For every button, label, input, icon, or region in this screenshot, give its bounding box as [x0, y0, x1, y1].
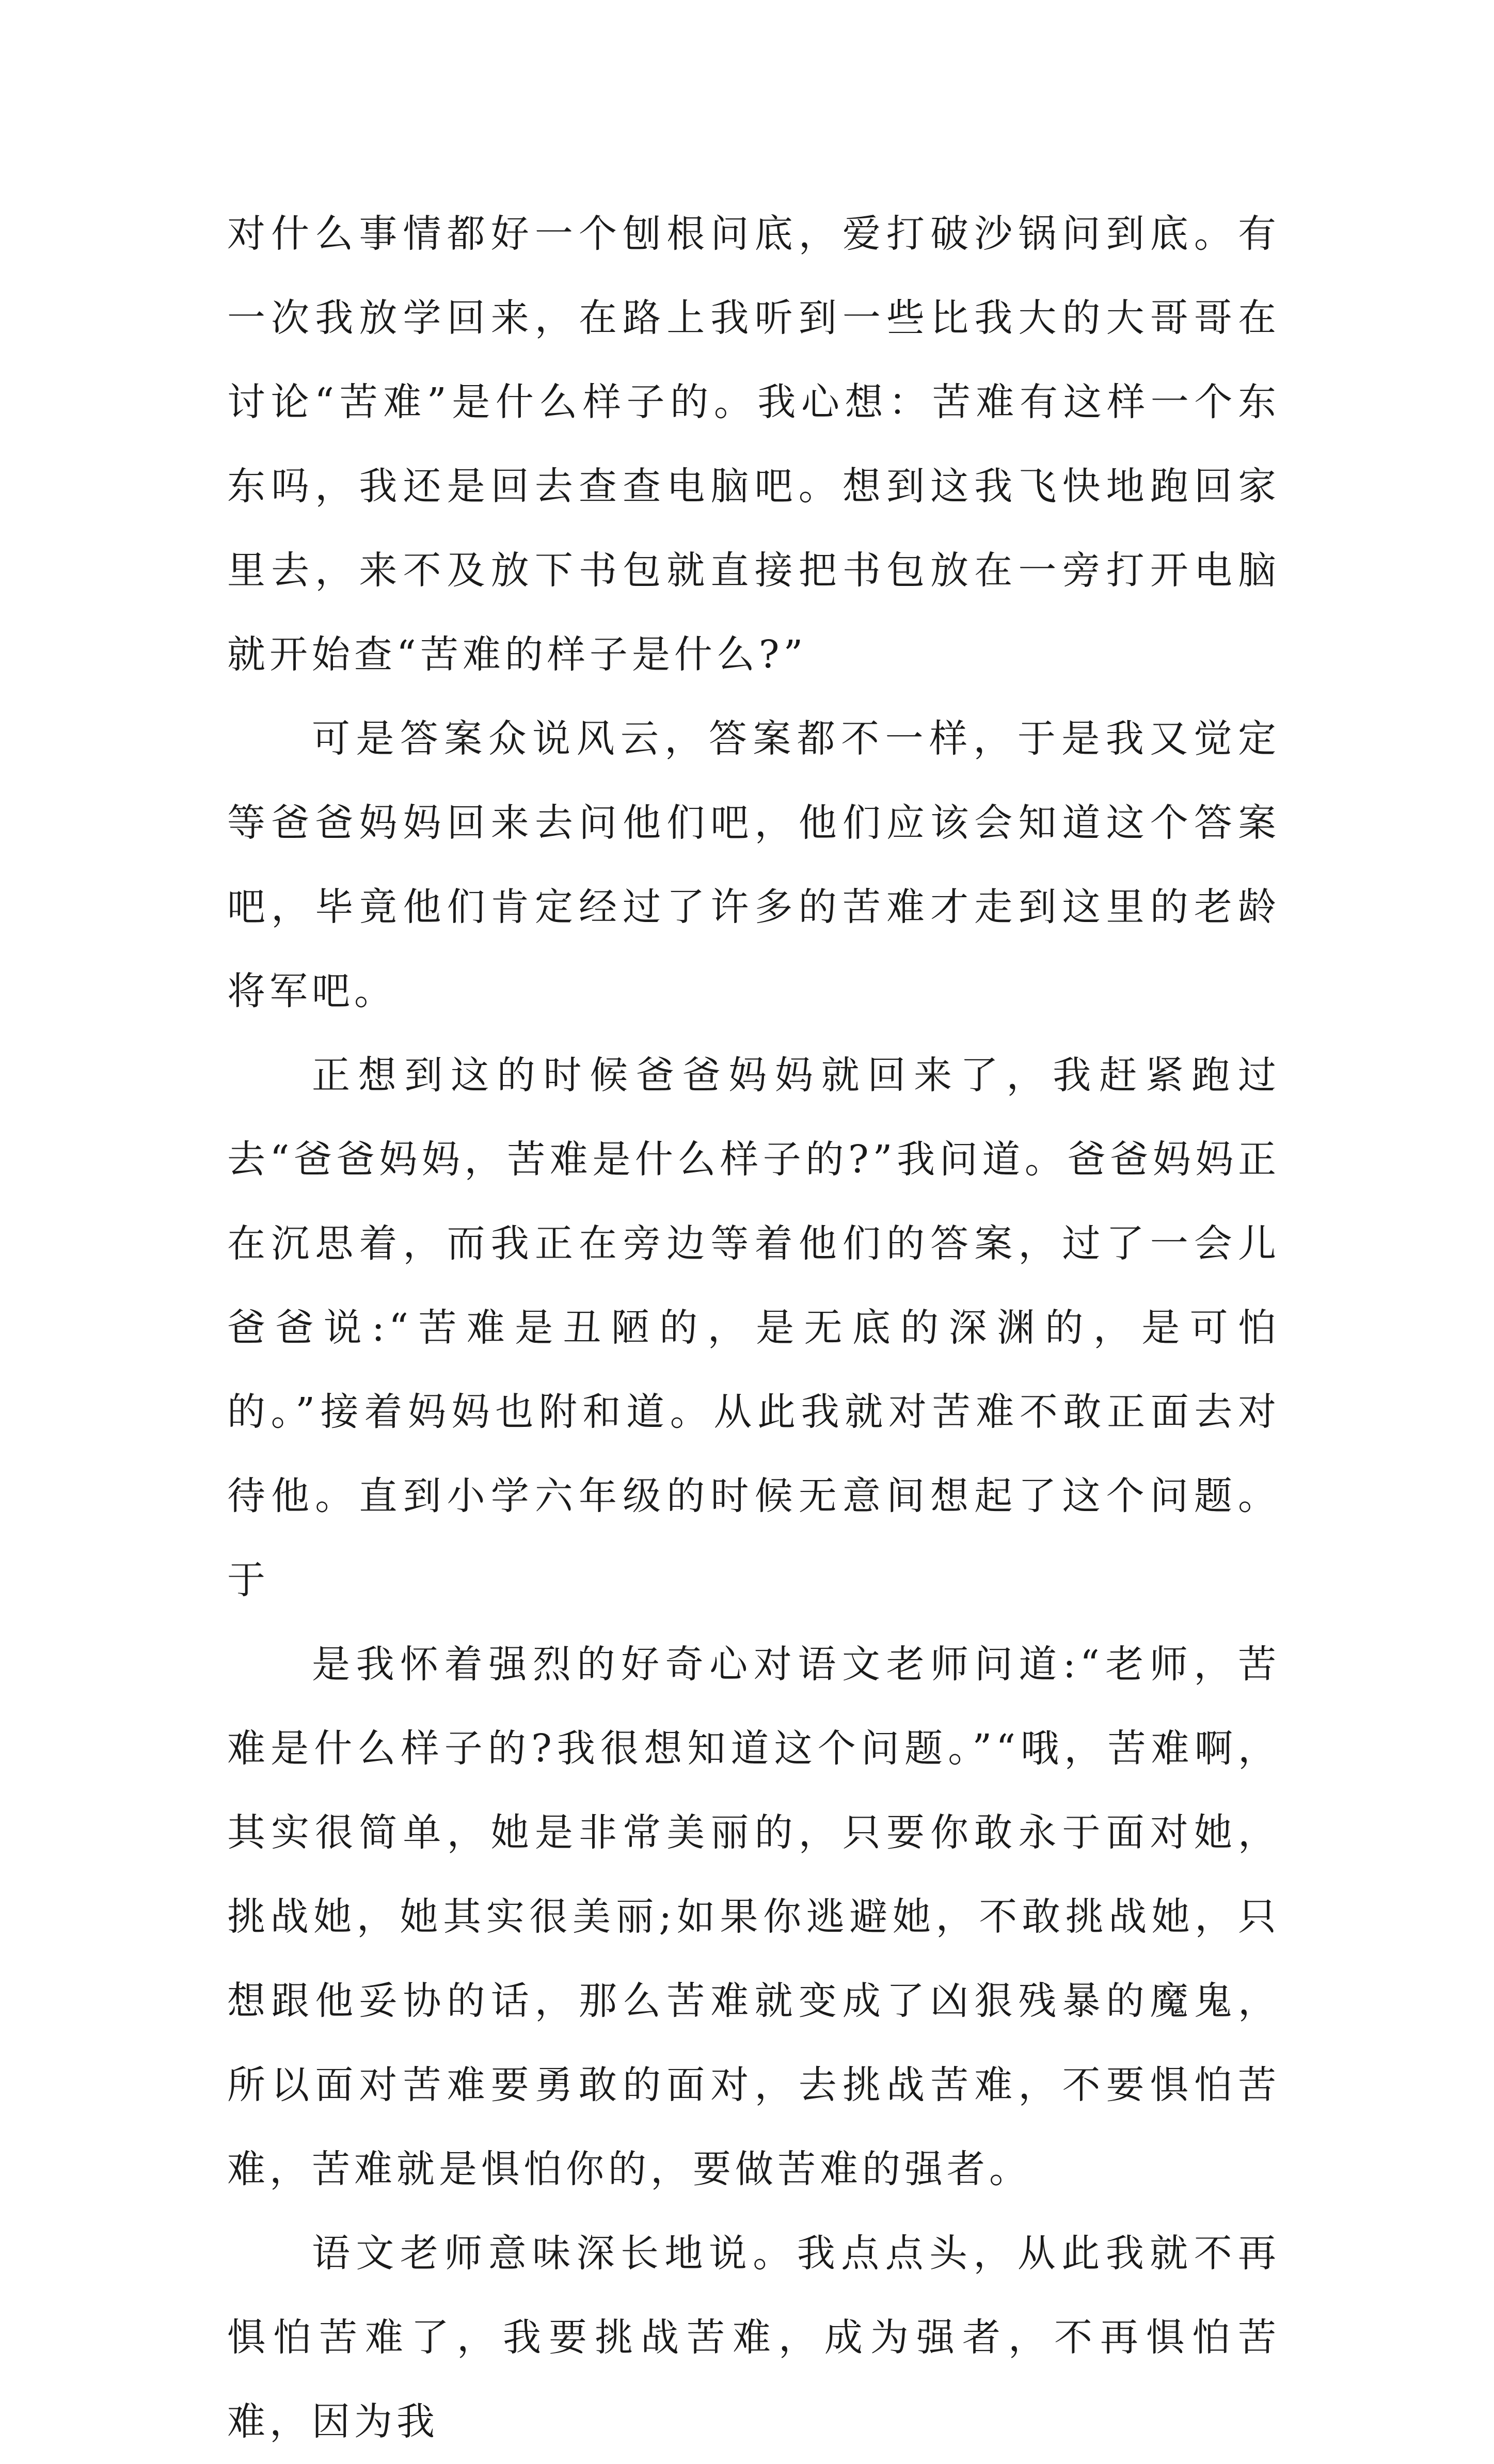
- document-body: [227, 192, 1280, 2464]
- paragraph-2: 可是答案众说风云，答案都不一样，于是我又觉定等爸爸妈妈回来去问他们吧，他们应该会知道这个答案吧，毕竟他们肯定经过了许多的苦难才走到这里的老龄将军吧。: [227, 717, 1280, 1013]
- paragraph-1: 对什么事情都好一个刨根问底，爱打破沙锅问到底。有一次我放学回来，在路上我听到一些比我大的大哥哥在讨论“苦难”是什么样子的。我心想：苦难有这样一个东东吗，我还是回去查查电脑吧。想到这我飞快地跑回家里去，来不及放下书包就直接把书包放在一旁打开电脑就开始查“苦难的样子是什么?”: [227, 212, 1280, 677]
- paragraph-4: 是我怀着强烈的好奇心对语文老师问道:“老师，苦难是什么样子的?我很想知道这个问题。”“哦，苦难啊，其实很简单，她是非常美丽的，只要你敢永于面对她，挑战她，她其实很美丽;如果你逃避她，不敢挑战她，只想跟他妥协的话，那么苦难就变成了凶狠残暴的魔鬼，所以面对苦难要勇敢的面对，去挑战苦难，不要惧怕苦难，苦难就是惧怕你的，要做苦难的强者。: [227, 1642, 1280, 2191]
- paragraph-3: 正想到这的时候爸爸妈妈就回来了，我赶紧跑过去“爸爸妈妈，苦难是什么样子的?”我问道。爸爸妈妈正在沉思着，而我正在旁边等着他们的答案，过了一会儿爸爸说:“苦难是丑陋的，是无底的深渊的，是可怕的。”接着妈妈也附和道。从此我就对苦难不敢正面去对待他。直到小学六年级的时候无意间想起了这个问题。于: [227, 1053, 1280, 1602]
- paragraph-5: 语文老师意味深长地说。我点点头，从此我就不再惧怕苦难了，我要挑战苦难，成为强者，不再惧怕苦难，因为我: [227, 2231, 1280, 2444]
